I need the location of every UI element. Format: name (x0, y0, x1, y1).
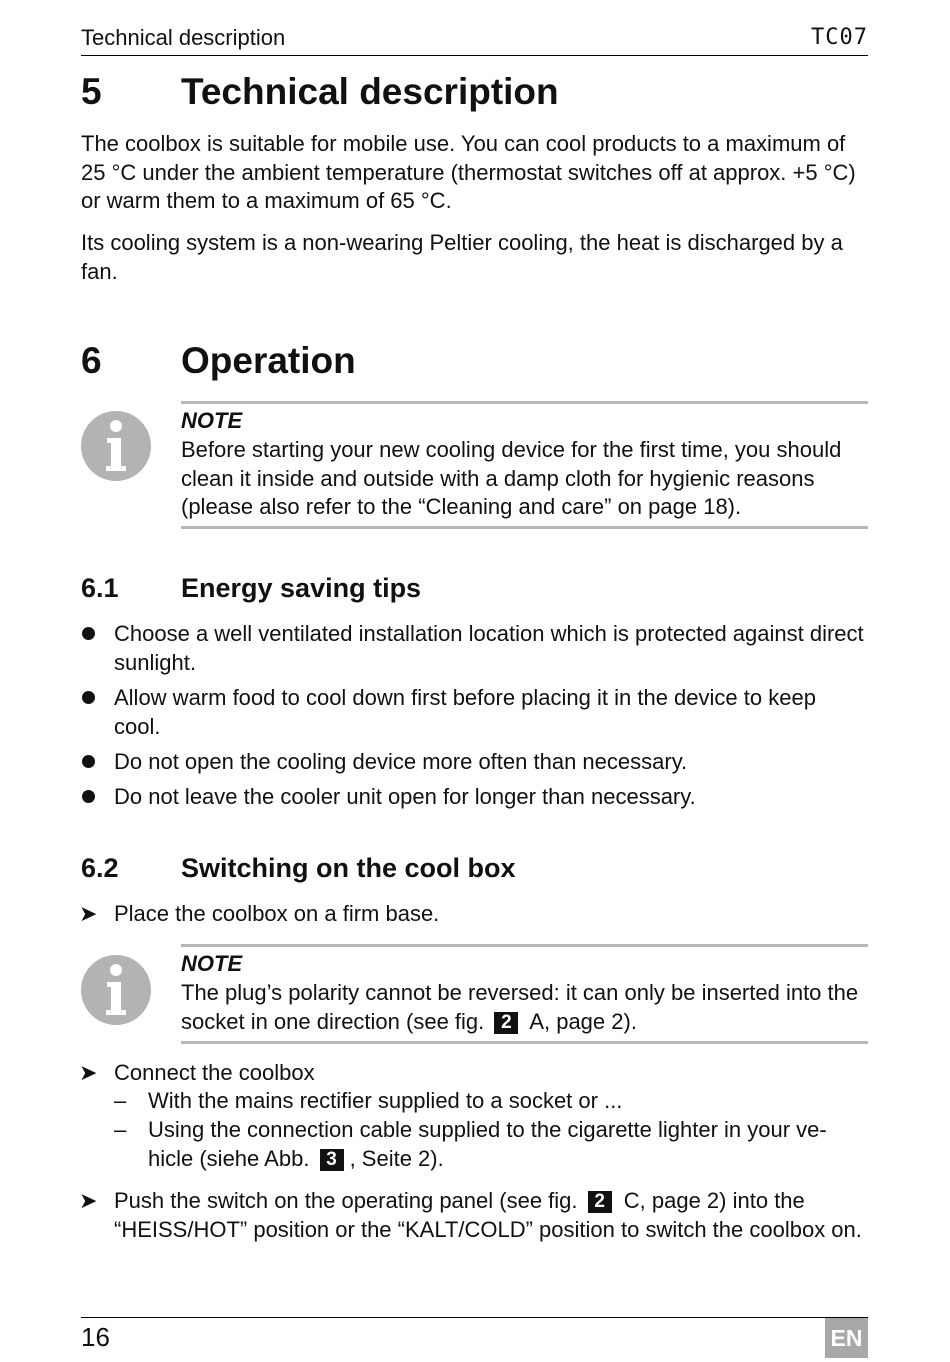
dash-marker: – (114, 1117, 127, 1142)
note-text: Before starting your new cooling device for the first time, you should clean it inside and outside with a damp cloth for hygienic reasons (please also refer to the “Cleaning and care” on page 18). (181, 437, 842, 519)
footer-divider (81, 1317, 868, 1318)
note-bottom-rule (181, 526, 868, 529)
info-icon (81, 411, 151, 481)
page-number: 16 (81, 1322, 110, 1352)
section-5-paragraph-1: The coolbox is suitable for mobile use. You can cool products to a maximum of 25 °C under the ambient temperature (thermostat switches off at approx. +5 °C) or warm them to a maximum of 65 °C. (81, 131, 856, 213)
figure-2-badge: 2 (494, 1012, 518, 1034)
header-divider (81, 55, 868, 56)
bullet-item: Do not open the cooling device more often than necessary. (114, 749, 688, 774)
section-5-paragraph-2: Its cooling system is a non-wearing Peltier cooling, the heat is discharged by a fan. (81, 230, 843, 284)
note-text: The plug’s polarity cannot be reversed: it can only be inserted into the socket in one direction (see fig. 2 A, page 2). (181, 980, 859, 1034)
note-bottom-rule (181, 1041, 868, 1044)
bullet-item: Do not leave the cooler unit open for longer than necessary. (114, 784, 696, 809)
section-6-1-number: 6.1 (81, 573, 119, 603)
section-6-2-title: Switching on the cool box (181, 853, 516, 883)
section-6-2-number: 6.2 (81, 853, 119, 883)
note-label: NOTE (181, 408, 243, 433)
section-6-1-title: Energy saving tips (181, 573, 422, 603)
bullet-dot (82, 790, 95, 803)
note-label: NOTE (181, 951, 243, 976)
step-1-text: Place the coolbox on a firm base. (114, 901, 440, 926)
note-top-rule (181, 944, 868, 947)
step-2-text: Connect the coolbox (114, 1060, 315, 1085)
sub-step-2-text: Using the connection cable supplied to the cigarette lighter in your ve-hicle (siehe Abb. 3 , Seite 2). (148, 1117, 827, 1171)
arrow-icon: ➤ (79, 901, 98, 926)
bullet-dot (82, 627, 95, 640)
dash-marker: – (114, 1088, 127, 1113)
language-badge: EN (825, 1318, 868, 1358)
model-code: TC07 (811, 25, 868, 50)
step-3-text: Push the switch on the operating panel (see fig. 2 C, page 2) into the “HEISS/HOT” position or the “KALT/COLD” position to switch the coolbox on. (114, 1188, 862, 1242)
section-6-title: Operation (181, 340, 356, 381)
section-6-number: 6 (81, 340, 102, 381)
figure-3-badge: 3 (320, 1149, 344, 1171)
note-top-rule (181, 401, 868, 404)
bullet-dot (82, 691, 95, 704)
bullet-item: Allow warm food to cool down first before placing it in the device to keep cool. (114, 685, 816, 739)
info-icon (81, 955, 151, 1025)
bullet-item: Choose a well ventilated installation location which is protected against direct sunlight. (114, 621, 864, 675)
sub-step-1-text: With the mains rectifier supplied to a socket or ... (148, 1088, 623, 1113)
arrow-icon: ➤ (79, 1188, 98, 1213)
section-5-number: 5 (81, 71, 102, 112)
figure-2-badge: 2 (588, 1191, 612, 1213)
section-5-title: Technical description (181, 71, 559, 112)
arrow-icon: ➤ (79, 1060, 98, 1085)
running-header-title: Technical description (81, 25, 286, 50)
bullet-dot (82, 755, 95, 768)
